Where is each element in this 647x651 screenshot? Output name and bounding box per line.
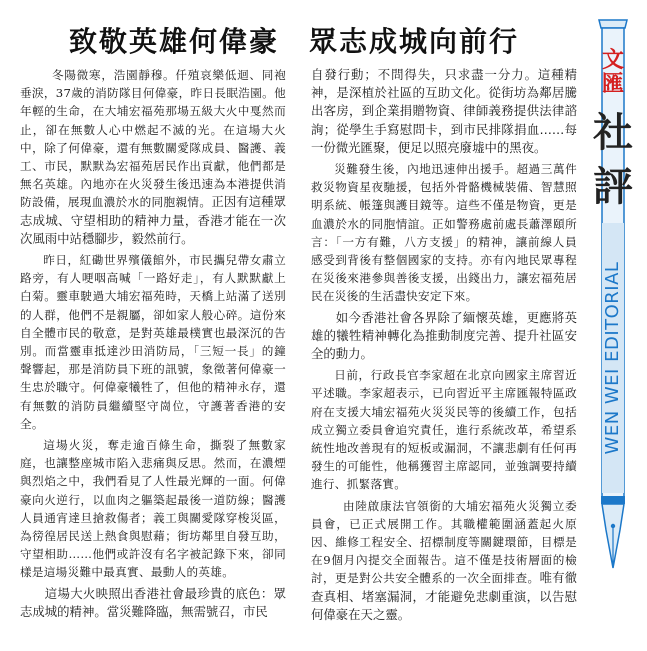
paragraph-2: 昨日，紅磡世界殯儀館外，市民攜兒帶女肅立路旁，有人哽咽高喊「一路好走」，有人默默獻上白菊。靈車駛過大埔宏福苑時，天橋上站滿了送別的人群，他們不是親屬，卻如家人般心碎。這份來自全體市民的敬意，是對英雄最樸實也最深沉的告別。而當靈車抵達沙田消防局，「三短一長」的鐘聲響起，那是消防員下班的訊號，象徵著何偉豪一生忠於職守。何偉豪犧牲了，但他的精神永存，還有無數的消防員繼續堅守崗位，守護著香港的安全。 (20, 253, 286, 431)
headline: 致敬英雄何偉豪 眾志成城向前行 (68, 25, 519, 58)
editorial-sidebar (585, 18, 641, 578)
section-title-char-2: 評 (593, 163, 633, 210)
english-label: WEN WEI EDITORIAL (602, 261, 623, 455)
wenweipo-brand (585, 48, 641, 96)
section-title (585, 106, 641, 214)
paragraph-4-continued: 自發行動；不問得失，只求盡一分力。這種精神，是深植於社區的互助文化。從街坊為鄰居騰出客房，到企業捐贈物資、律師義務提供法律諮詢；從學生手寫慰問卡，到市民排隊捐血……每一份微光匯聚，便足以照亮廢墟中的黑夜。 (311, 67, 577, 155)
paragraph-8 (311, 497, 577, 624)
brand-char-1: 文 (601, 47, 624, 73)
paragraph-1 (20, 66, 286, 248)
paragraph-6: 如今香港社會各界除了緬懷英雄，更應將英雄的犧牲精神轉化為推動制度完善、提升社區安全的動力。 (311, 309, 577, 362)
section-title-char-1: 社 (593, 109, 633, 156)
paragraph-1-text: 冬陽微寒，浩園靜穆。仟殖哀樂低迴、同袍垂淚，37歲的消防隊目何偉豪，昨日長眠浩園。他年輕的生命，在大埔宏福苑那場五級大火中戛然而止，卻在無數人心中燃起不滅的光。在這場大火中，除了何偉豪，還有無數關愛隊成員、醫護、義工、市民，默默為宏福苑居民作出貢獻，他們都是無名英雄。內地亦在火災發生後迅速為本港提供消防設備，展現血濃於水的同胞親情。 (20, 68, 286, 210)
paragraph-8-text: 由陸啟康法官領銜的大埔宏福苑火災獨立委員會，已正式展開工作。其職權範圍涵蓋起火原因、維修工程安全、招標制度等關鍵環節，目標是在9個月內提交全面報告。這不僅是技術層面的檢討，更是對公共安全體系的一次全面排查。 (311, 498, 577, 586)
left-column (20, 66, 286, 624)
paragraph-8-highlight: 唯有徹查真相、堵塞漏洞，才能避免悲劇重演，以告慰何偉豪在天之靈。 (311, 570, 578, 622)
right-column (311, 66, 577, 627)
paragraph-5: 災難發生後，內地迅速伸出援手。超過三萬件救災物資星夜馳援，包括外骨骼機械裝備、智慧照明系統、帳篷與護目鏡等。這些不僅是物資，更是血濃於水的同胞情誼。正如警務處前處長蕭澤頤所言：「一方有難，八方支援」的精神，讓前線人員感受到背後有整個國家的支持。亦有內地民眾專程在災後來港參與善後支援，出錢出力，讓宏福苑居民在災後的生活盡快安定下來。 (311, 162, 577, 304)
paragraph-3: 這場火災，奪走逾百條生命，撕裂了無數家庭，也讓整座城市陷入悲痛與反思。然而，在濃煙與烈焰之中，我們看見了人性最光輝的一面。何偉豪向火逆行，以血肉之軀築起最後一道防線；醫護人員通宵達旦搶救傷者；義工與關愛隊穿梭災區，為徬徨居民送上熱食與慰藉；街坊鄰里自發互助，守望相助……他們或許沒有名字被記錄下來，卻同樣是這場災難中最真實、最動人的英雄。 (20, 438, 286, 580)
paragraph-4: 這場大火映照出香港社會最珍貴的底色：眾志成城的精神。當災難降臨，無需號召，市民 (20, 585, 286, 619)
paragraph-1-highlight: 正因有這種眾志成城、守望相助的精神力量，香港才能在一次次風雨中站穩腳步，毅然前行。 (20, 194, 286, 246)
brand-char-2: 匯 (601, 71, 624, 97)
paragraph-7: 日前，行政長官李家超在北京向國家主席習近平述職。李家超表示，已向習近平主席匯報特區政府在支援大埔宏福苑火災災民等的後續工作，包括成立獨立委員會追究責任，進行系統改革，希望系統性地改善現有的短板或漏洞，不讓悲劇有任何再發生的可能性，他稱獲習主席認同，並強調要持續進行、抓緊落實。 (311, 368, 577, 492)
